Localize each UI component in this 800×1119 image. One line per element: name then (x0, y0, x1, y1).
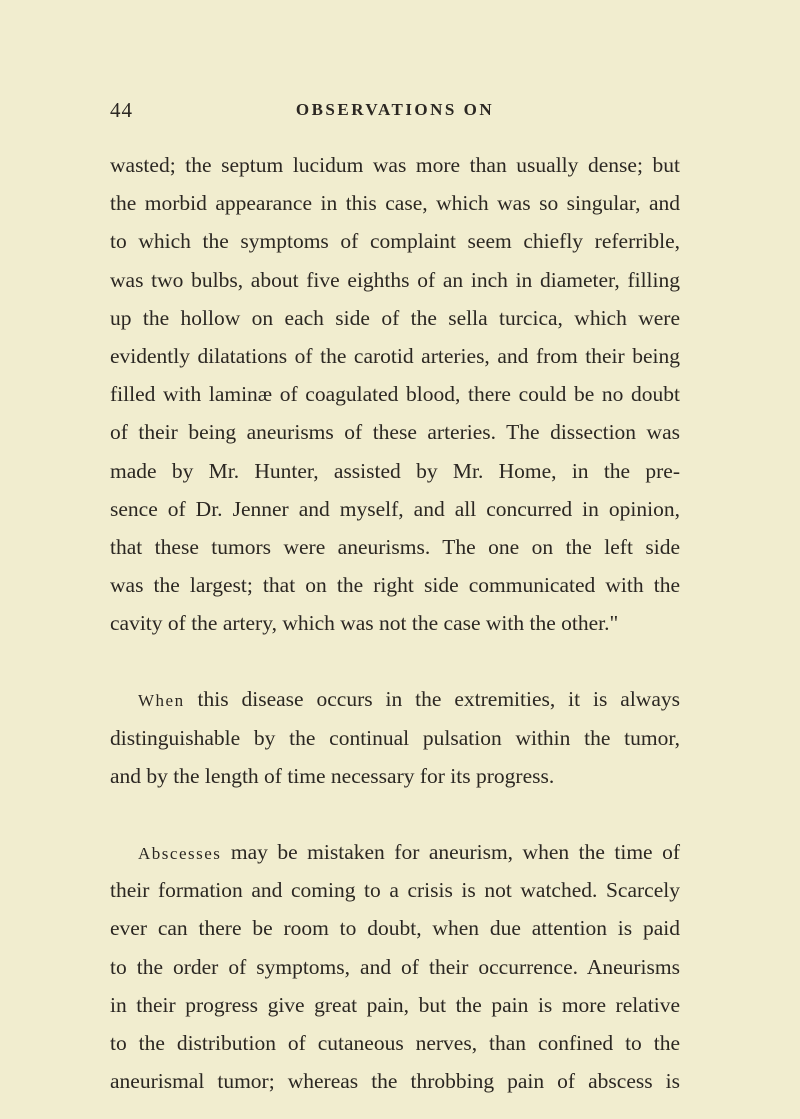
text-line: of their being aneurisms of these arteries. The dissection was (110, 420, 680, 445)
text-line: to the order of symptoms, and of their occurrence. Aneurisms (110, 954, 680, 979)
text-line: filled with laminæ of coagulated blood, there could be no doubt (110, 382, 680, 407)
paragraph-extremities (110, 680, 680, 795)
text-line: aneurismal tumor; whereas the throbbing pain of abscess is (110, 1069, 680, 1094)
text-line: up the hollow on each side of the sella turcica, which were (110, 305, 680, 330)
paragraph-dissection (110, 146, 680, 642)
text-line (110, 833, 680, 871)
text-line: in their progress give great pain, but the pain is more relative (110, 992, 680, 1017)
text-line: their formation and coming to a crisis is not watched. Scarcely (110, 878, 680, 903)
text-run: may be mistaken for aneurism, when the time of (221, 840, 680, 864)
running-head (110, 98, 680, 128)
text-line: was two bulbs, about five eighths of an inch in diameter, filling (110, 267, 680, 292)
text-line: sence of Dr. Jenner and myself, and all concurred in opinion, (110, 496, 680, 521)
text-line: evidently dilatations of the carotid arteries, and from their being (110, 343, 680, 368)
text-line: to which the symptoms of complaint seem chiefly referrible, (110, 229, 680, 254)
text-line: the morbid appearance in this case, which was so singular, and (110, 191, 680, 216)
text-line (110, 680, 680, 718)
paragraph-gap (110, 795, 680, 833)
text-line: cavity of the artery, which was not the case with the other." (110, 611, 619, 636)
paragraph-gap (110, 642, 680, 680)
text-line: distinguishable by the continual pulsation within the tumor, (110, 725, 680, 750)
page-header-title: OBSERVATIONS ON (295, 100, 495, 119)
text-line: ever can there be room to doubt, when due attention is paid (110, 916, 680, 941)
small-caps-lead: Abscesses (138, 844, 222, 863)
text-line: that these tumors were aneurisms. The one on the left side (110, 534, 680, 559)
page-number: 44 (110, 98, 133, 122)
small-caps-lead: When (138, 691, 185, 711)
text-run: this disease occurs in the extremities, it is always (184, 687, 680, 712)
text-line: was the largest; that on the right side communicated with the (110, 573, 680, 598)
body-text (110, 146, 680, 1100)
text-line: to the distribution of cutaneous nerves, than confined to the (110, 1030, 680, 1055)
paragraph-abscesses (110, 833, 680, 1100)
text-line: and by the length of time necessary for its progress. (110, 763, 555, 788)
text-line: wasted; the septum lucidum was more than usually dense; but (110, 153, 680, 177)
text-line: made by Mr. Hunter, assisted by Mr. Home, in the pre- (110, 458, 680, 483)
